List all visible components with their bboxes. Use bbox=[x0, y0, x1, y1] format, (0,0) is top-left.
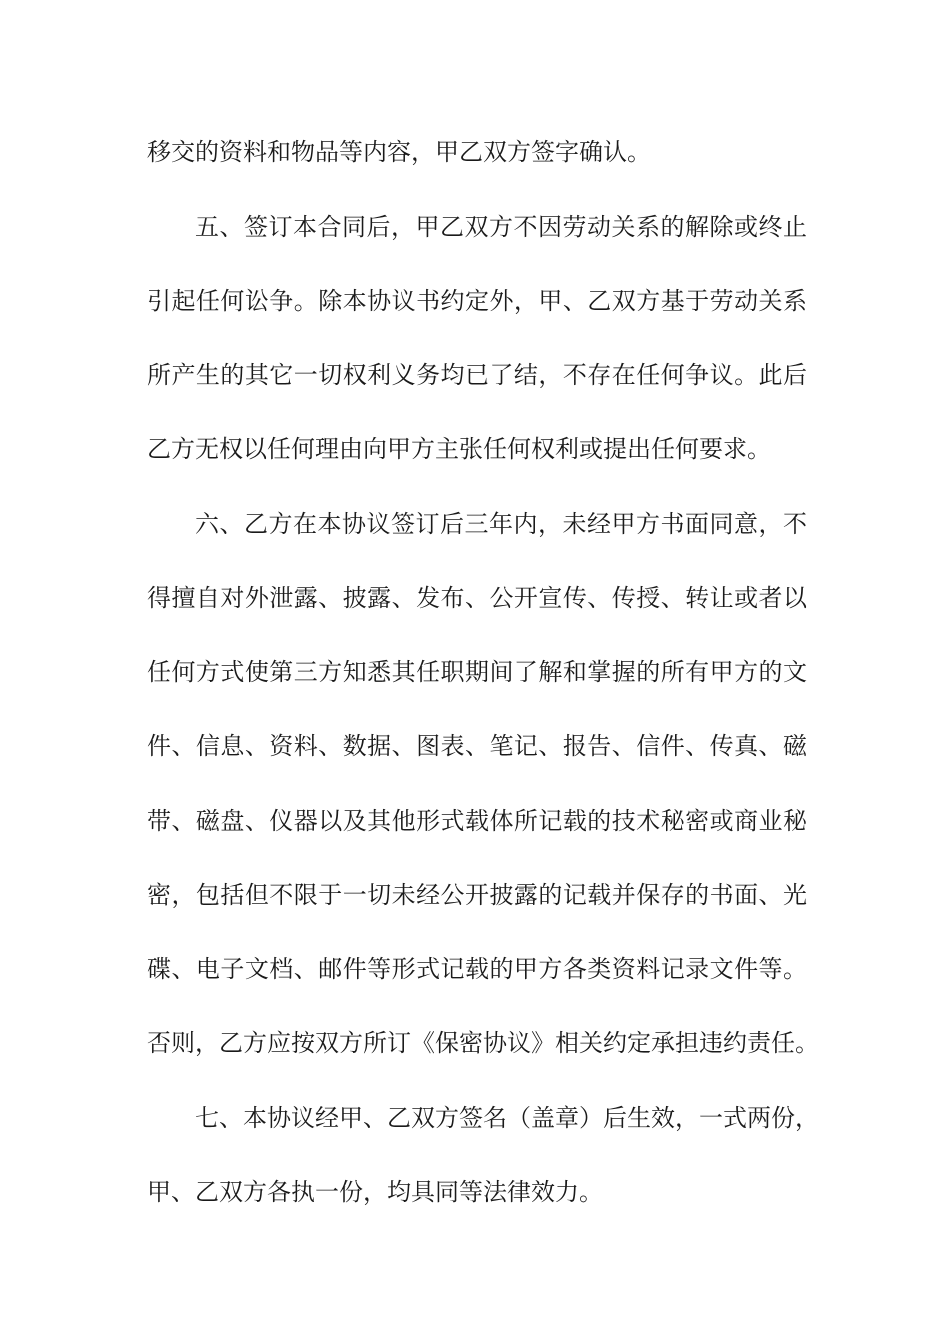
text-line: 否则，乙方应按双方所订《保密协议》相关约定承担违约责任。 bbox=[147, 1029, 819, 1057]
clause-6-line: 六、乙方在本协议签订后三年内，未经甲方书面同意，不 bbox=[195, 510, 807, 538]
text-line: 密，包括但不限于一切未经公开披露的记载并保存的书面、光 bbox=[147, 881, 807, 909]
text-line: 任何方式使第三方知悉其任职期间了解和掌握的所有甲方的文 bbox=[147, 658, 807, 686]
text-line: 得擅自对外泄露、披露、发布、公开宣传、传授、转让或者以 bbox=[147, 584, 807, 612]
clause-5-line: 五、签订本合同后，甲乙双方不因劳动关系的解除或终止 bbox=[195, 213, 807, 241]
text-line: 引起任何讼争。除本协议书约定外，甲、乙双方基于劳动关系 bbox=[147, 287, 807, 315]
text-line: 碟、电子文档、邮件等形式记载的甲方各类资料记录文件等。 bbox=[147, 955, 807, 983]
text-line: 移交的资料和物品等内容，甲乙双方签字确认。 bbox=[147, 138, 651, 166]
text-line: 所产生的其它一切权利义务均已了结，不存在任何争议。此后 bbox=[147, 361, 807, 389]
text-line: 件、信息、资料、数据、图表、笔记、报告、信件、传真、磁 bbox=[147, 732, 807, 760]
text-line: 甲、乙双方各执一份，均具同等法律效力。 bbox=[147, 1178, 603, 1206]
clause-7-line: 七、本协议经甲、乙双方签名（盖章）后生效，一式两份， bbox=[195, 1104, 819, 1132]
text-line: 带、磁盘、仪器以及其他形式载体所记载的技术秘密或商业秘 bbox=[147, 807, 807, 835]
text-line: 乙方无权以任何理由向甲方主张任何权利或提出任何要求。 bbox=[147, 435, 771, 463]
